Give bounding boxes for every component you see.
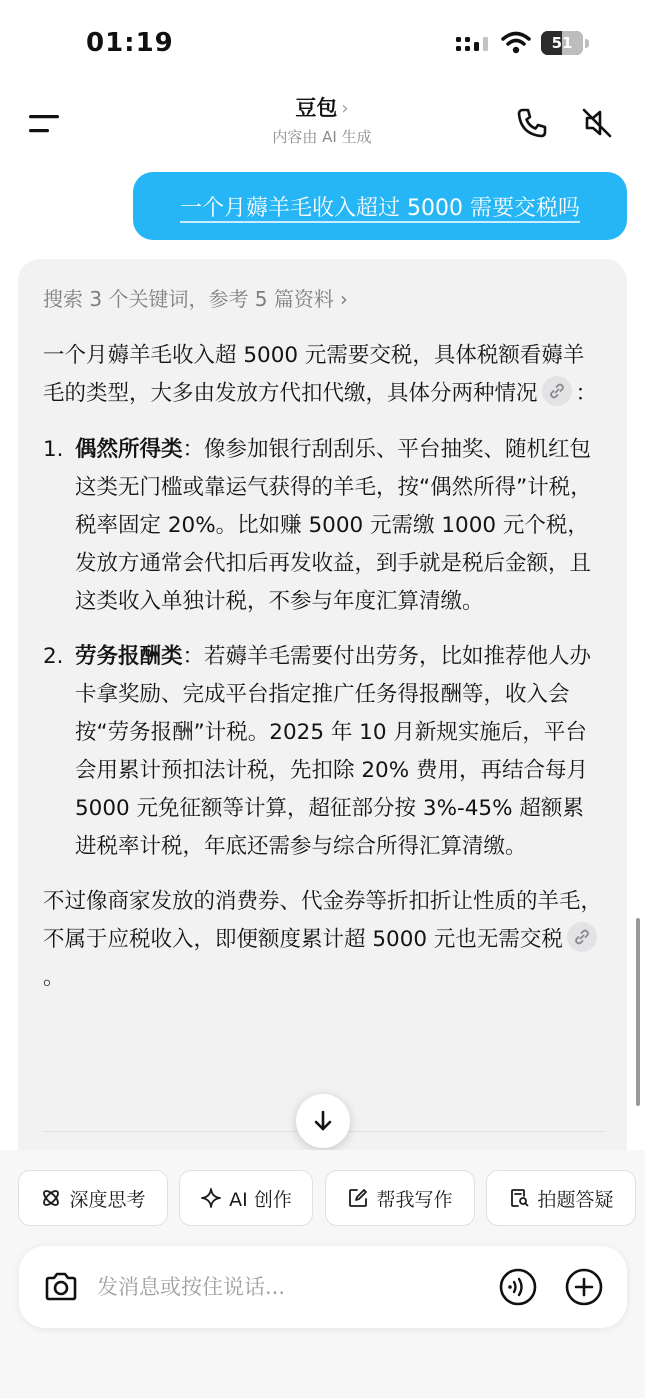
deep-think-label: 深度思考 [69, 1188, 146, 1211]
answer-closing-end: 。 [43, 965, 65, 990]
ai-answer-card [18, 259, 627, 1159]
speaker-muted-icon[interactable] [580, 106, 614, 140]
sparkle-icon [200, 1187, 222, 1209]
status-time: 01:19 [86, 28, 174, 58]
user-message-text: 一个月薅羊毛收入超过 5000 需要交税吗 [180, 195, 580, 221]
help-write-button[interactable] [325, 1170, 475, 1226]
battery-icon [541, 31, 583, 55]
reference-link-chip[interactable] [542, 376, 572, 406]
voice-call-icon[interactable] [498, 1267, 538, 1307]
deep-think-button[interactable] [18, 1170, 168, 1226]
list-item-number: 2. [43, 644, 64, 669]
answer-intro-end: ： [575, 381, 598, 406]
scrollbar[interactable] [636, 918, 640, 1106]
wifi-icon [501, 30, 531, 54]
link-icon [548, 382, 566, 400]
answer-closing-text: 不过像商家发放的消费券、代金券等折扣折让性质的羊毛，不属于应税收入，即便额度累计超 5000 元也无需交税 [43, 889, 603, 952]
answer-body [43, 337, 605, 997]
status-bar [0, 0, 645, 86]
scroll-to-bottom-button[interactable] [296, 1094, 350, 1148]
answer-closing [43, 883, 605, 997]
list-item [43, 431, 605, 621]
list-item [43, 638, 605, 866]
photo-solve-label: 拍题答疑 [537, 1188, 614, 1211]
help-write-label: 帮我写作 [376, 1188, 453, 1211]
answer-list [43, 431, 605, 866]
spacer [43, 413, 605, 431]
page-title: 豆包 [295, 96, 338, 120]
ai-create-button[interactable] [179, 1170, 313, 1226]
battery-level: 51 [551, 34, 573, 52]
camera-icon[interactable] [41, 1267, 81, 1307]
ai-create-label: AI 创作 [229, 1188, 292, 1211]
home-indicator-area [0, 1350, 645, 1398]
title-area[interactable] [172, 92, 472, 147]
edit-icon [347, 1187, 369, 1209]
atom-icon [40, 1187, 62, 1209]
reference-link-chip[interactable] [567, 922, 597, 952]
answer-intro [43, 337, 605, 413]
list-item-text: ：像参加银行刮刮乐、平台抽奖、随机红包这类无门槛或靠运气获得的羊毛，按“偶然所得”计税，税率固定 20%。比如赚 5000 元需缴 1000 元个税，发放方通常会代扣后再发收益，到手就是税后金额，且这类收入单独计税，不参与年度汇算清缴。 [75, 437, 592, 614]
battery-indicator [541, 31, 589, 55]
list-item-title: 劳务报酬类 [75, 644, 183, 669]
menu-icon[interactable] [28, 112, 62, 136]
list-item-number: 1. [43, 437, 64, 462]
link-icon [573, 928, 591, 946]
battery-cap [585, 39, 589, 48]
document-search-icon [508, 1187, 530, 1209]
plus-icon[interactable] [564, 1267, 604, 1307]
photo-solve-button[interactable] [486, 1170, 636, 1226]
answer-intro-text: 一个月薅羊毛收入超 5000 元需要交税，具体税额看薅羊毛的类型，大多由发放方代扣代缴，具体分两种情况 [43, 343, 585, 406]
search-summary-text: 搜索 3 个关键词，参考 5 篇资料 [43, 287, 334, 311]
chevron-right-icon: › [341, 98, 349, 119]
list-item-text: ：若薅羊毛需要付出劳务，比如推荐他人办卡拿奖励、完成平台指定推广任务得报酬等，收入会按“劳务报酬”计税。2025 年 10 月新规实施后，平台会用累计预扣法计税，先扣除 20% 费用，再结合每月 5000 元免征额等计算，超征部分按 3%-45% 超额累进税率计税，年底还需参与综合所得汇算清缴。 [75, 644, 592, 859]
chat-header [0, 86, 645, 156]
message-input[interactable] [97, 1266, 477, 1308]
phone-icon[interactable] [515, 106, 549, 140]
list-item-title: 偶然所得类 [75, 437, 183, 462]
chevron-right-icon: › [339, 287, 348, 311]
user-message-bubble[interactable] [133, 172, 627, 240]
signal-icon [456, 34, 492, 54]
search-reference-link[interactable] [43, 283, 348, 312]
composer-area [0, 1150, 645, 1398]
message-input-bar [19, 1246, 627, 1328]
page-subtitle: 内容由 AI 生成 [272, 128, 372, 146]
arrow-down-icon [311, 1109, 335, 1133]
